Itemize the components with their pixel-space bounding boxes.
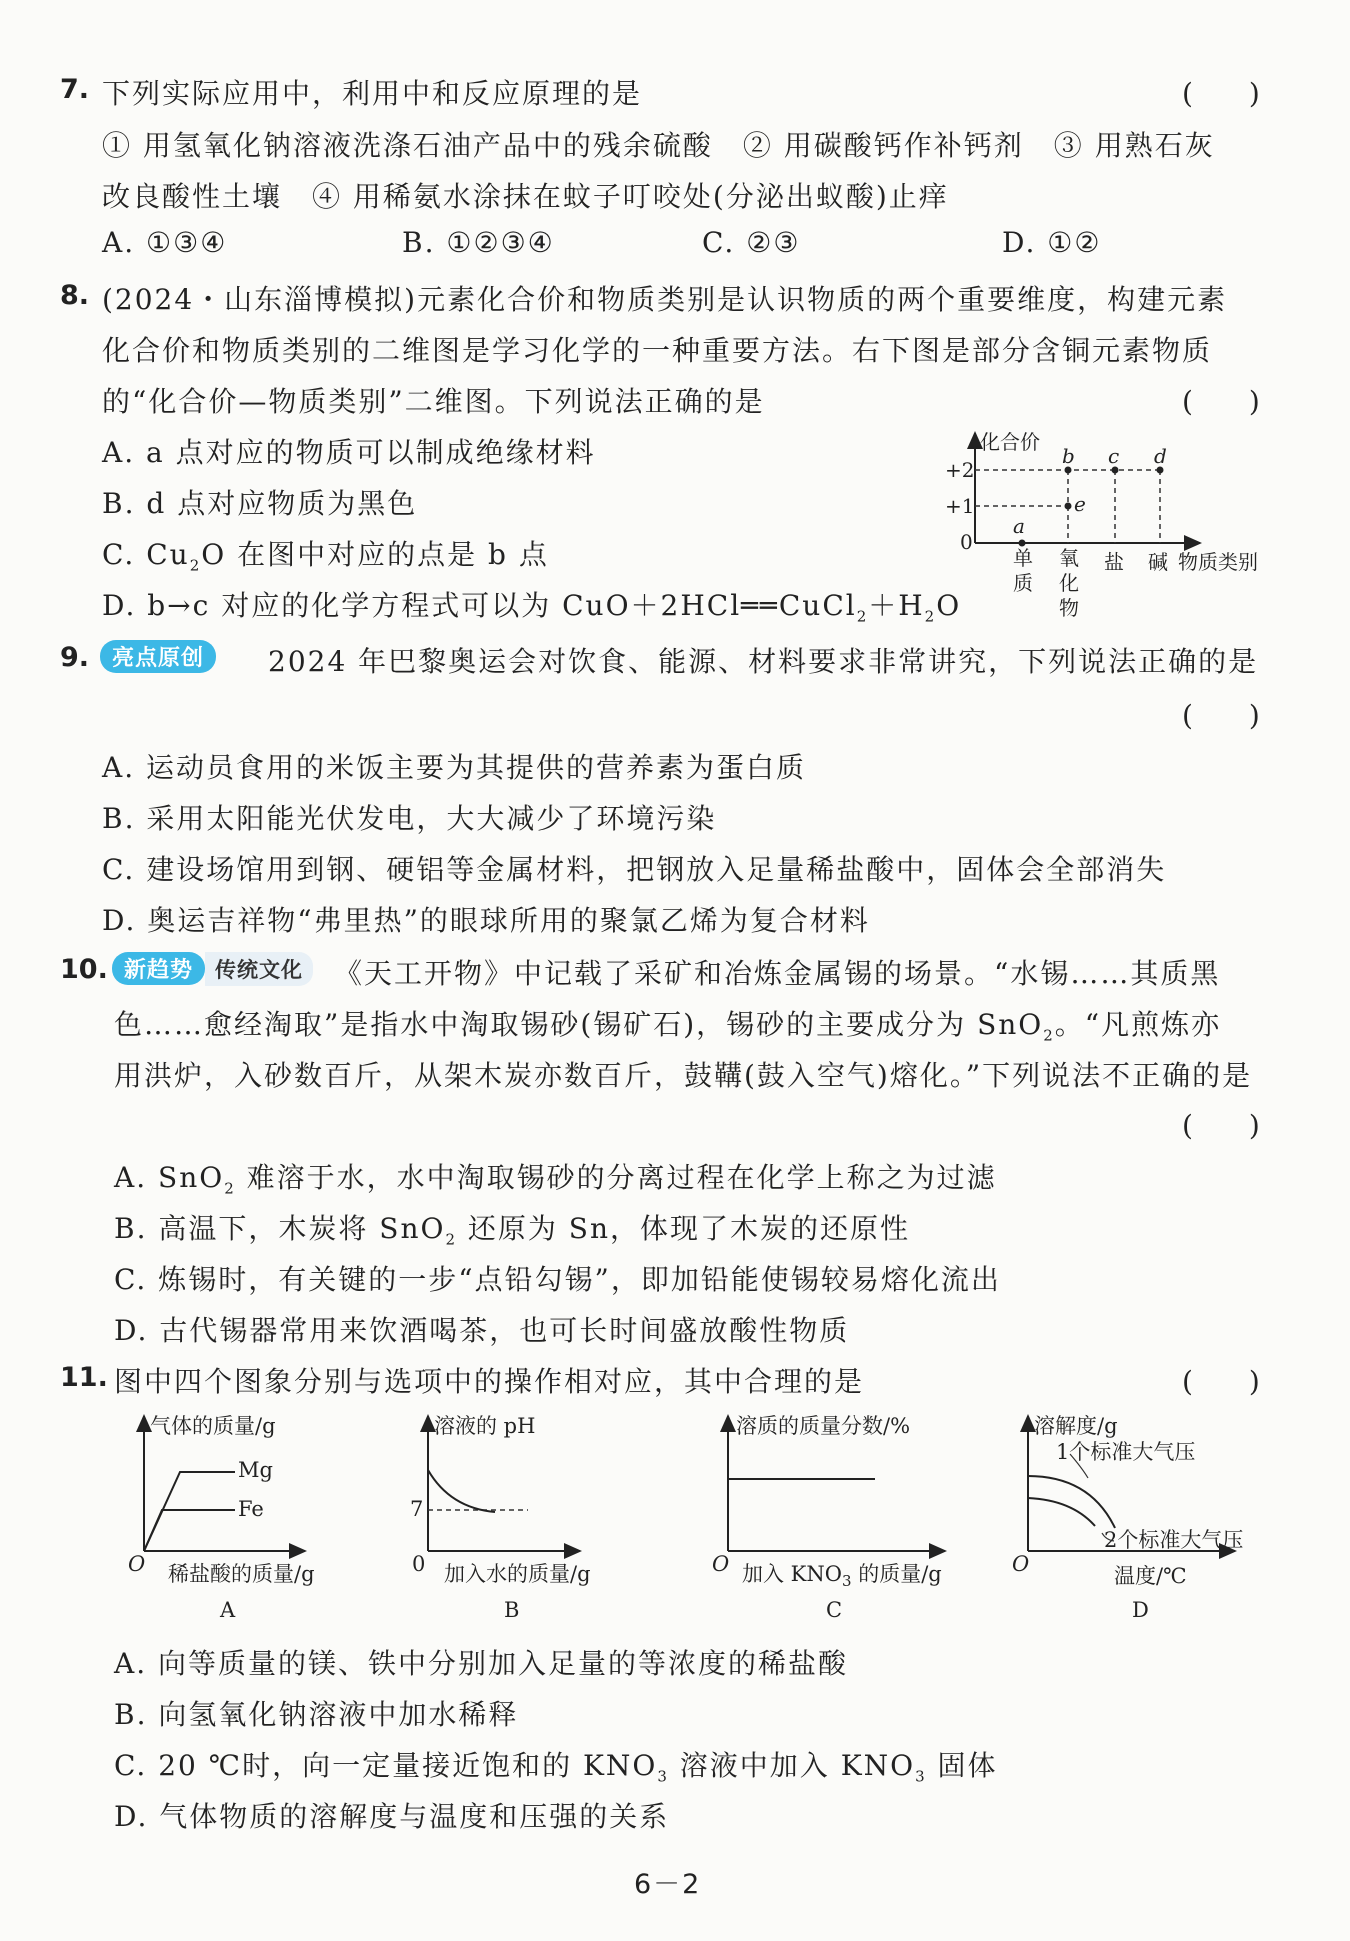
q8-label-b: b <box>1062 444 1075 468</box>
q11a-caption: A <box>220 1598 236 1622</box>
q10-option-a: A. SnO$_2$ 难溶于水，水中淘取锡砂的分离过程在化学上称之为过滤 <box>114 1161 997 1198</box>
q11d-series-1atm: 1个标准大气压 <box>1056 1440 1196 1464</box>
q11-answer-paren: ( ) <box>1182 1365 1260 1398</box>
q11-number: 11. <box>60 1362 108 1393</box>
q8-answer-paren: ( ) <box>1182 385 1260 418</box>
q8-line1: (2024・山东淄博模拟)元素化合价和物质类别是认识物质的两个重要维度，构建元素 <box>102 283 1228 316</box>
q11c-ylabel: 溶质的质量分数/% <box>736 1414 911 1438</box>
q7-option-b: B. ①②③④ <box>402 226 555 259</box>
q11d-xlabel: 温度/℃ <box>1114 1564 1187 1588</box>
q10-line1: 《天工开物》中记载了采矿和冶炼金属锡的场景。“水锡……其质黑 <box>334 957 1221 990</box>
q8-option-c: C. $Cu_2O$ 在图中对应的点是 b 点 <box>102 538 549 575</box>
q9-number: 9. <box>60 642 90 673</box>
page-number: 6－2 <box>634 1869 702 1900</box>
q8-label-e: e <box>1074 492 1086 516</box>
q9-option-c: C. 建设场馆用到钢、硬铝等金属材料，把钢放入足量稀盐酸中，固体会全部消失 <box>102 853 1167 886</box>
q11b-origin: 0 <box>412 1552 426 1576</box>
q11d-series-2atm: 2个标准大气压 <box>1104 1528 1244 1552</box>
q11b-ph-curve <box>428 1470 495 1512</box>
q8-label-d: d <box>1154 444 1167 468</box>
q10-number: 10. <box>60 954 108 985</box>
q8-number: 8. <box>60 280 90 311</box>
q8-graph-ylabel: 化合价 <box>980 430 1040 454</box>
q8-ytick-zero: 0 <box>960 530 973 554</box>
q8-graph-xlabel: 物质类别 <box>1178 550 1258 574</box>
q9-option-a: A. 运动员食用的米饭主要为其提供的营养素为蛋白质 <box>102 751 807 784</box>
q11c-origin: O <box>712 1552 730 1576</box>
q9-option-d: D. 奥运吉祥物“弗里热”的眼球所用的聚氯乙烯为复合材料 <box>102 904 870 937</box>
q7-stem: 下列实际应用中，利用中和反应原理的是 <box>102 77 643 110</box>
q8-ytick-plus1: +1 <box>945 494 975 518</box>
q10-answer-paren: ( ) <box>1182 1109 1260 1142</box>
q8-xcat-salt: 盐 <box>1104 550 1124 574</box>
q8-label-c: c <box>1108 444 1120 468</box>
q8-option-d: D. b→c 对应的化学方程式可以为 $CuO+2HCl══CuCl_2+H_2O$ <box>102 589 962 626</box>
q8-label-a: a <box>1013 514 1025 538</box>
q7-option-a: A. ①③④ <box>102 226 228 259</box>
q11-stem: 图中四个图象分别与选项中的操作相对应，其中合理的是 <box>114 1365 865 1398</box>
q10-line2: 色……愈经淘取”是指水中淘取锡砂(锡矿石)，锡砂的主要成分为 SnO$_2$。“凡煎炼亦 <box>114 1008 1222 1045</box>
q11b-tick-7: 7 <box>410 1497 424 1521</box>
q8-xcat-elemental: 单质 <box>1013 546 1033 595</box>
q11-option-c: C. 20 ℃时，向一定量接近饱和的 $KNO_3$ 溶液中加入 $KNO_3$ 固体 <box>114 1749 998 1786</box>
q11-option-a: A. 向等质量的镁、铁中分别加入足量的等浓度的稀盐酸 <box>114 1647 849 1680</box>
q9-option-b: B. 采用太阳能光伏发电，大大减少了环境污染 <box>102 802 717 835</box>
q10-option-b: B. 高温下，木炭将 SnO$_2$ 还原为 Sn，体现了木炭的还原性 <box>114 1212 911 1249</box>
q10-option-d: D. 古代锡器常用来饮酒喝茶，也可长时间盛放酸性物质 <box>114 1314 850 1347</box>
q7-items-line1: ① 用氢氧化钠溶液洗涤石油产品中的残余硫酸 ② 用碳酸钙作补钙剂 ③ 用熟石灰 <box>102 129 1215 162</box>
q11b-caption: B <box>504 1598 520 1622</box>
q8-option-b: B. d 点对应物质为黑色 <box>102 487 418 520</box>
q7-answer-paren: ( ) <box>1182 77 1260 110</box>
q11d-caption: D <box>1132 1598 1149 1622</box>
q10-option-c: C. 炼锡时，有关键的一步“点铅勾锡”，即加铅能使锡较易熔化流出 <box>114 1263 1001 1296</box>
q11d-origin: O <box>1012 1552 1030 1576</box>
q8-xcat-oxide: 氧化物 <box>1059 546 1079 620</box>
q7-option-c: C. ②③ <box>702 226 801 259</box>
q11c-caption: C <box>826 1598 843 1622</box>
q8-xcat-base: 碱 <box>1148 550 1168 574</box>
q10-tag-badges: 新趋势 传统文化 <box>112 952 313 986</box>
q11a-ylabel: 气体的质量/g <box>150 1414 276 1438</box>
q8-option-a: A. a 点对应的物质可以制成绝缘材料 <box>102 436 596 469</box>
q11d-curve-2atm <box>1028 1498 1095 1526</box>
q9-answer-paren: ( ) <box>1182 699 1260 732</box>
q11b-xlabel: 加入水的质量/g <box>444 1562 591 1586</box>
q11a-origin: O <box>128 1552 146 1576</box>
q11d-ylabel: 溶解度/g <box>1034 1414 1118 1438</box>
q9-stem: 2024 年巴黎奥运会对饮食、能源、材料要求非常讲究，下列说法正确的是 <box>268 645 1259 678</box>
q11a-legend-fe: Fe <box>238 1497 264 1521</box>
q11d-curve-1atm <box>1028 1476 1115 1528</box>
q8-line2: 化合价和物质类别的二维图是学习化学的一种重要方法。右下图是部分含铜元素物质 <box>102 334 1213 367</box>
q11b-ylabel: 溶液的 pH <box>434 1414 536 1438</box>
q11a-xlabel: 稀盐酸的质量/g <box>168 1562 315 1586</box>
q7-option-d: D. ①② <box>1002 226 1102 259</box>
q10-line3: 用洪炉，入砂数百斤，从架木炭亦数百斤，鼓鞲(鼓入空气)熔化。”下列说法不正确的是 <box>114 1059 1253 1092</box>
q11a-legend-mg: Mg <box>238 1458 273 1482</box>
q11a-line-fe <box>144 1510 235 1551</box>
q7-number: 7. <box>60 74 90 105</box>
q11-option-b: B. 向氢氧化钠溶液中加水稀释 <box>114 1698 519 1731</box>
q9-tag-badge: 亮点原创 <box>100 640 216 673</box>
q8-line3: 的“化合价—物质类别”二维图。下列说法正确的是 <box>102 385 765 418</box>
q8-point-e <box>1065 503 1072 510</box>
q11-option-d: D. 气体物质的溶解度与温度和压强的关系 <box>114 1800 670 1833</box>
q11c-xlabel: 加入 $KNO_3$ 的质量/g <box>742 1562 942 1591</box>
q7-items-line2: 改良酸性土壤 ④ 用稀氨水涂抹在蚊子叮咬处(分泌出蚁酸)止痒 <box>102 180 949 213</box>
q11a-line-mg <box>144 1472 235 1551</box>
q8-ytick-plus2: +2 <box>945 458 975 482</box>
